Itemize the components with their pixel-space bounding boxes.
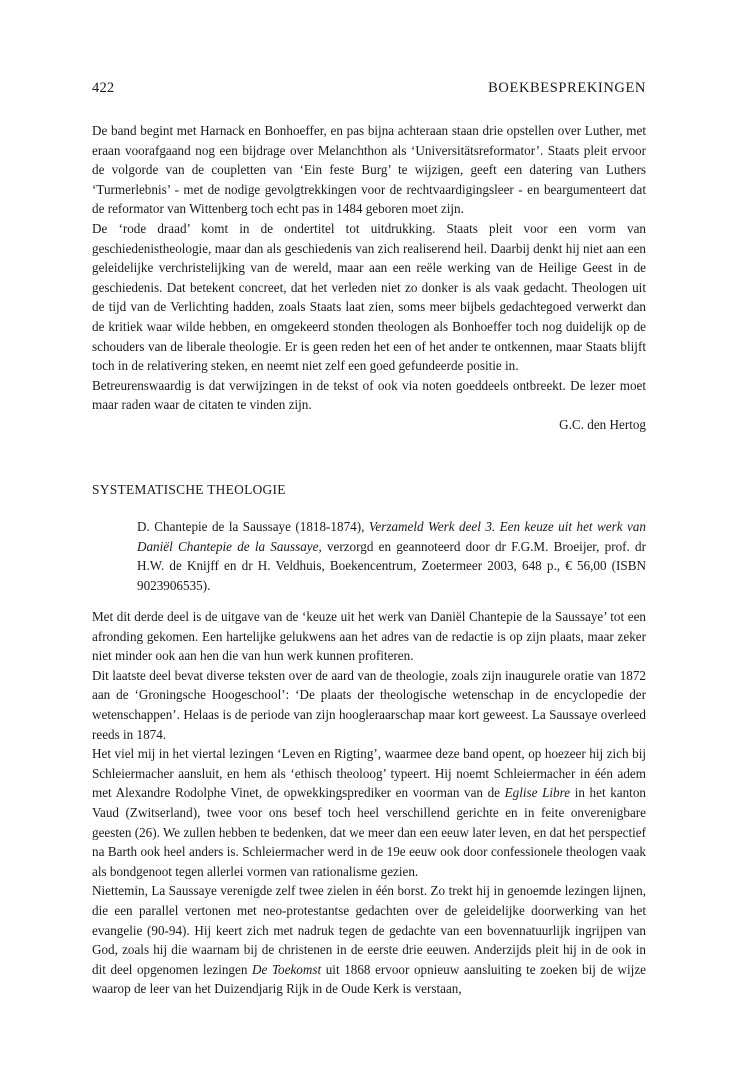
review-2-paragraph-3-part-b: in het kanton Vaud (Zwitserland), twee voor ons besef toch heel verschillend gerichte en in feite onverenigbare geesten (26). We zullen hebben te bedenken, dat we meer dan een eeuw later leven, en dat het perspectief na Barth ook heel anders is. Schleiermacher werd in de 19e eeuw ook door confessionele theologen vaak als bondgenoot tegen allerlei vormen van rationalisme gezien.	[92, 785, 646, 879]
bibliographic-text	[137, 517, 646, 595]
review-2-paragraph-2: Dit laatste deel bevat diverse teksten over de aard van de theologie, zoals zijn inaugurele oratie van 1872 aan de ‘Groningsche Hoogeschool’: ‘De plaats der theologische wetenschap in de encyclopedie der wetenschappen’. Helaas is de periode van zijn hoogleraarschap maar kort geweest. La Saussaye overleed reeds in 1874.	[92, 667, 646, 742]
bibliographic-entry	[137, 517, 646, 595]
biblio-author: D. Chantepie de la Saussaye (1818-1874),	[137, 519, 369, 534]
review-1	[92, 121, 646, 435]
review-2	[92, 607, 646, 999]
review-2-paragraph-4-part-b: uit 1868 ervoor opnieuw aansluiting te zoeken bij de wijze waarop de leer van het Duizendjarig Rijk in de Oude Kerk is verstaan,	[92, 961, 646, 997]
page-number: 422	[92, 80, 115, 96]
review-2-paragraph-3-part-a: Het viel mij in het viertal lezingen ‘Leven en Rigting’, waarmee deze band opent, op hoezeer hij zich bij Schleiermacher aansluit, en hem als ‘ethisch theoloog’ typeert. Hij noemt Schleiermacher in één adem met Alexandre Rodolphe Vinet, de opwekkingsprediker en voorman van de	[92, 746, 646, 801]
section-heading: SYSTEMATISCHE THEOLOGIE	[92, 482, 286, 497]
review-1-paragraph-1: De band begint met Harnack en Bonhoeffer, en pas bijna achteraan staan drie opstellen over Luther, met eraan voorafgaand nog een bijdrage over Melanchthon als ‘Universitätsreformator’. Staats pleit ervoor de volgorde van de coupletten van ‘Ein feste Burg’ te wijzigen, geeft een datering van Luthers ‘Turmerlebnis’ - met de nodige gevolgtrekkingen voor de rechtvaardigingsleer - en beargumenteert dat de reformator van Wittenberg toch echt pas in 1484 geboren moet zijn.	[92, 123, 646, 217]
biblio-details: , verzorgd en geannoteerd door dr F.G.M. Broeijer, prof. dr H.W. de Knijff en dr H. Veldhuis, Boekencentrum, Zoetermeer 2003, 648 p., € 56,00 (ISBN 9023906535).	[137, 538, 646, 593]
review-1-paragraph-3: Betreurenswaardig is dat verwijzingen in de tekst of ook via noten goeddeels ontbreekt. De lezer moet maar raden waar de citaten te vinden zijn.	[92, 377, 646, 413]
review-2-paragraph-4-part-a: Niettemin, La Saussaye verenigde zelf twee zielen in één borst. Zo trekt hij in genoemde lezingen lijnen, die een parallel vertonen met neo-protestantse gedachten over de geleidelijke doorwerking van het evangelie (90-94). Hij keert zich met nadruk tegen de gedachte van een bovennatuurlijk ingrijpen van God, zoals hij die waarnam bij de christenen in de eerste drie eeuwen. Anderzijds pleit hij in de ook in dit deel opgenomen lezingen	[92, 883, 646, 977]
running-title: BOEKBESPREKINGEN	[488, 80, 646, 96]
review-2-paragraph-4	[92, 881, 646, 999]
review-1-paragraph-2: De ‘rode draad’ komt in de ondertitel tot uitdrukking. Staats pleit voor een vorm van geschiedenistheologie, maar dan als geschiedenis van zich realiserend heil. Daarbij denkt hij niet aan een geleidelijke verchristelijking van de wereld, maar aan een reële werking van de Heilige Geest in de geschiedenis. Dat betekent concreet, dat het verleden niet zo donker is als vaak gedacht. Theologen uit de tijd van de Verlichting hadden, zoals Staats laat zien, soms meer bijbels gedachtegoed verwerkt dan de kritiek waar wilde hebben, en omgekeerd stonden theologen als Bonhoeffer toch nog duidelijk op de schouders van de liberale theologie. Er is geen reden het een of het ander te ontkennen, maar Staats blijft toch in de relativering steken, en neemt niet zelf een goed gefundeerde positie in.	[92, 220, 646, 374]
eglise-libre-italic: Eglise Libre	[504, 785, 571, 801]
reviewer-signature: G.C. den Hertog	[559, 416, 646, 432]
biblio-title: Verzameld Werk deel 3. Een keuze uit het werk van Daniël Chantepie de la Saussaye	[137, 519, 646, 554]
running-head	[92, 80, 646, 97]
de-toekomst-italic: De Toekomst	[252, 961, 322, 977]
review-2-paragraph-1: Met dit derde deel is de uitgave van de ‘keuze uit het werk van Daniël Chantepie de la Saussaye’ tot een afronding gekomen. Een hartelijke gelukwens aan het adres van de redactie is op zijn plaats, maar zeker niet minder ook aan hen die van hun werk kunnen profiteren.	[92, 609, 646, 664]
review-2-paragraph-3	[92, 744, 646, 881]
